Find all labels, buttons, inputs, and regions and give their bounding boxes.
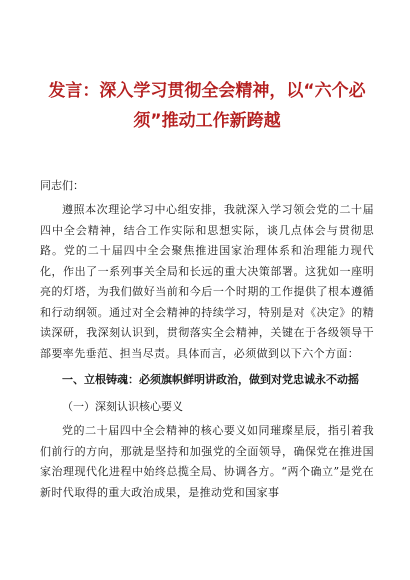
- document-title: 发言：深入学习贯彻全会精神，以“六个必须”推动工作新跨越: [48, 81, 366, 131]
- subsection-heading-1: （一）深刻认识核心要义: [62, 399, 183, 413]
- section-heading-1: 一、立根铸魂：必须旗帜鲜明讲政治，做到对党忠诚永不动摇: [62, 373, 359, 386]
- paragraph-intro: 遵照本次理论学习中心组安排，我就深入学习领会党的二十届四中全会精神，结合工作实际和思想实际，谈几点体会与贯彻思路。党的二十届四中全会聚焦推进国家治理体系和治理能力现代化，作出了一系列事关全局和长远的重大决策部署。这犹如一座明亮的灯塔，为我们做好当前和今后一个时期的工作提供了根本遵循和行动纲领。通过对全会精神的持续学习，特别是对《决定》的精读深研，我深刻认识到，贯彻落实全会精神，关键在于各级领导干部要率先垂范、担当尽责。具体而言，必须做到以下六个方面：: [40, 203, 374, 360]
- greeting: 同志们：: [40, 179, 84, 192]
- paragraph-core: 党的二十届四中全会精神的核心要义如同璀璨星辰，指引着我们前行的方向，那就是坚持和加强党的全面领导，确保党在推进国家治理现代化进程中始终总揽全局、协调各方。“两个确立”是党在新时代取得的重大政治成果，是推动党和国家事: [40, 424, 374, 499]
